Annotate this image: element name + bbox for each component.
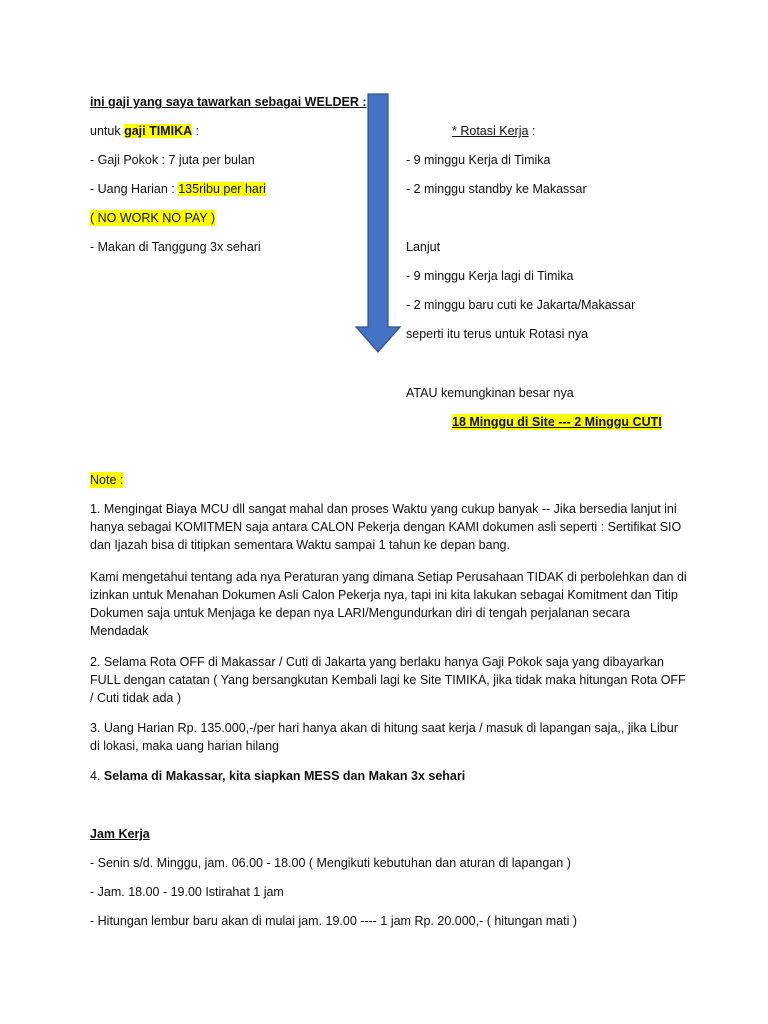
note-title: Note : (90, 473, 124, 487)
uang-harian-prefix: - Uang Harian : (90, 182, 179, 196)
note-paragraph-4: 3. Uang Harian Rp. 135.000,-/per hari hanya akan di hitung saat kerja / masuk di lapangan saja,, jika Libur di lokasi, maka uang harian hilang (90, 721, 678, 753)
offer-heading: ini gaji yang saya tawarkan sebagai WELDER : (90, 95, 367, 109)
jam-kerja-item-3: - Hitungan lembur baru akan di mulai jam. 19.00 ---- 1 jam Rp. 20.000,- ( hitungan mati ) (90, 914, 578, 928)
down-arrow-icon (354, 93, 402, 355)
note-paragraph-3: 2. Selama Rota OFF di Makassar / Cuti di Jakarta yang berlaku hanya Gaji Pokok saja yang dibayarkan FULL dengan catatan ( Yang bersangkutan Kembali lagi ke Site TIMIKA, jika tidak maka hitungan Rota OFF / Cuti tidak ada ) (90, 655, 686, 705)
rotasi-item-4: - 2 minggu baru cuti ke Jakarta/Makassar (406, 298, 636, 312)
note-paragraph-2: Kami mengetahui tentang ada nya Peraturan yang dimana Setiap Perusahaan TIDAK di perbolehkan dan di izinkan untuk Menahan Dokumen Asli Calon Pekerja nya, tapi ini kita lakukan sebagai Komitment dan Titip Dokumen saja untuk Menjaga ke depan nya LARI/Mengundurkan diri di tengah perjalanan secara Mendadak (90, 570, 687, 638)
gaji-location-line (90, 123, 199, 139)
note-paragraph-1: 1. Mengingat Biaya MCU dll sangat mahal dan proses Waktu yang cukup banyak -- Jika bersedia lanjut ini hanya sebagai KOMITMEN saja antara CALON Pekerja dengan KAMI dokumen asli seperti : Sertifikat SIO dan Ijazah bisa di titipkan sementara Waktu sampai 1 tahun ke depan bang. (90, 502, 682, 552)
untuk-prefix: untuk (90, 124, 125, 138)
rotasi-title: * Rotasi Kerja (452, 124, 529, 138)
uang-harian-line (90, 181, 266, 197)
jam-kerja-title: Jam Kerja (90, 827, 150, 841)
note-5-text: Selama di Makassar, kita siapkan MESS dan Makan 3x sehari (103, 769, 466, 783)
rotasi-suffix: : (528, 124, 536, 138)
rotation-summary: 18 Minggu di Site --- 2 Minggu CUTI (452, 415, 662, 429)
gaji-timika-highlight: gaji TIMIKA (124, 124, 193, 138)
rotasi-title-line (452, 123, 535, 139)
lanjut-label: Lanjut (406, 240, 441, 254)
gaji-pokok-line: - Gaji Pokok : 7 juta per bulan (90, 153, 255, 167)
note-5-number: 4. (90, 769, 104, 783)
jam-kerja-item-1: - Senin s/d. Minggu, jam. 06.00 - 18.00 ( Mengikuti kebutuhan dan aturan di lapangan ) (90, 856, 571, 870)
no-work-no-pay: ( NO WORK NO PAY ) (90, 211, 216, 225)
makan-line: - Makan di Tanggung 3x sehari (90, 240, 261, 254)
rotasi-item-1: - 9 minggu Kerja di Timika (406, 153, 551, 167)
rotasi-item-2: - 2 minggu standby ke Makassar (406, 182, 587, 196)
jam-kerja-item-2: - Jam. 18.00 - 19.00 Istirahat 1 jam (90, 885, 284, 899)
atau-line: ATAU kemungkinan besar nya (406, 386, 574, 400)
rotasi-item-5: seperti itu terus untuk Rotasi nya (406, 327, 589, 341)
rotasi-item-3: - 9 minggu Kerja lagi di Timika (406, 269, 574, 283)
note-paragraph-5 (90, 768, 465, 784)
uang-harian-highlight: 135ribu per hari (178, 182, 266, 196)
untuk-suffix: : (192, 124, 200, 138)
